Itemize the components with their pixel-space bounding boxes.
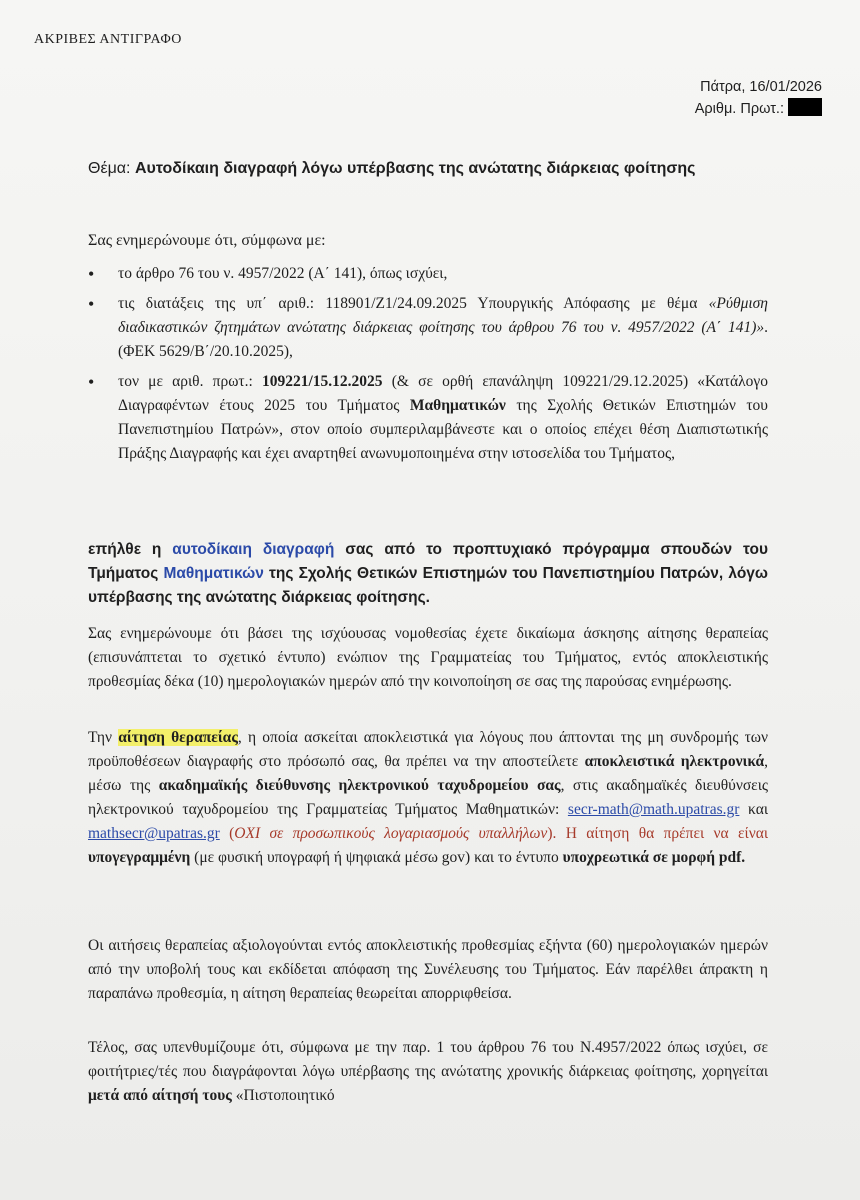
paragraph-text: και: [739, 801, 768, 818]
legal-basis-list: [88, 262, 768, 472]
statement-text: επήλθε η: [88, 541, 173, 558]
paragraph-text: ). Η αίτηση θα πρέπει να είναι: [547, 825, 768, 842]
bullet-text: . (ΦΕΚ 5629/Β΄/20.10.2025),: [118, 319, 768, 360]
bullet-text: της Σχολής Θετικών Επιστημών του Πανεπιστημίου Πατρών», στον οποίο συμπεριλαμβάνεστε και ο οποίος επέχει θέση Διαπιστωτικής Πράξης Διαγραφής και έχει αναρτηθεί ανωνυμοποιημένα στην ιστοσελίδα του Τμήματος,: [118, 397, 768, 462]
list-item: [88, 292, 768, 364]
certified-copy-mark: ΑΚΡΙΒΕΣ ΑΝΤΙΓΡΑΦΟ: [34, 32, 182, 47]
subject-text: Αυτοδίκαιη διαγραφή λόγω υπέρβασης της ανώτατης διάρκειας φοίτησης: [134, 160, 696, 177]
paragraph-text: Την: [88, 729, 119, 746]
document-meta: [695, 76, 822, 120]
paragraph-text: (: [219, 825, 235, 842]
warning-note: ΟΧΙ σε προσωπικούς λογαριασμούς υπαλλήλων: [234, 825, 548, 842]
subject-line: [88, 160, 788, 178]
email-link-secr-math[interactable]: secr-math@math.upatras.gr: [567, 801, 740, 818]
statement-text: σας από το προπτυχιακό πρόγραμμα σπουδών του Τμήματος: [88, 541, 768, 582]
evaluation-paragraph: Οι αιτήσεις θεραπείας αξιολογούνται εντός αποκλειστικής προθεσμίας εξήντα (60) ημερολογιακών ημερών από την υποβολή τους και εκδίδεται απόφαση της Συνέλευσης του Τμήματος. Εάν παρέλθει άπρακτη η παραπάνω προθεσμία, η αίτηση θεραπείας θεωρείται απορριφθείσα.: [88, 937, 768, 1002]
rectification-paragraph: Σας ενημερώνουμε ότι βάσει της ισχύουσας νομοθεσίας έχετε δικαίωμα άσκησης αίτησης θεραπείας (επισυνάπτεται το σχετικό έντυπο) ενώπιον της Γραμματείας του Τμήματος, εντός αποκλειστικής προθεσμίας δέκα (10) ημερολογιακών ημερών από την κοινοποίηση σε σας της παρούσας ενημέρωσης.: [88, 625, 768, 690]
deletion-term: αυτοδίκαιη διαγραφή: [172, 541, 335, 558]
list-item: [88, 370, 768, 466]
highlighted-term: αίτηση θεραπείας: [118, 729, 238, 746]
bullet-text: το άρθρο 76 του ν. 4957/2022 (Α΄ 141), όπως ισχύει,: [118, 265, 448, 282]
decision-title: «Ρύθμιση διαδικαστικών ζητημάτων ανώτατης διάρκειας φοίτησης του άρθρου 76 του ν. 4957/2022 (Α΄ 141)»: [118, 295, 768, 336]
subject-label: Θέμα:: [88, 160, 131, 177]
protocol-ref: 109221/15.12.2025: [262, 373, 383, 390]
deletion-statement: [88, 538, 768, 610]
submission-paragraph: [88, 726, 768, 870]
statement-text: της Σχολής Θετικών Επιστημών του Πανεπιστημίου Πατρών, λόγω υπέρβασης της ανώτατης διάρκειας φοίτησης.: [88, 565, 768, 606]
department-name: Μαθηματικών: [409, 397, 506, 414]
intro-text: Σας ενημερώνουμε ότι, σύμφωνα με:: [88, 232, 326, 249]
paragraph-bold: υπογεγραμμένη: [88, 849, 191, 866]
paragraph-text: , μέσω της: [88, 753, 769, 794]
protocol-number: [695, 98, 822, 120]
paragraph-text: (με φυσική υπογραφή ή ψηφιακά μέσω gov) και το έντυπο: [190, 849, 563, 866]
paragraph-bold: ακαδημαϊκής διεύθυνσης ηλεκτρονικού ταχυδρομείου σας: [158, 777, 561, 794]
paragraph-text: «Πιστοποιητικό: [231, 1087, 335, 1104]
list-item: [88, 262, 768, 286]
place-date: Πάτρα, 16/01/2026: [700, 79, 822, 95]
department-name: Μαθηματικών: [163, 565, 264, 582]
bullet-text: (& σε ορθή επανάληψη 109221/29.12.2025) «Κατάλογο Διαγραφέντων έτους 2025 του Τμήματος: [118, 373, 768, 414]
paragraph-text: , η οποία ασκείται αποκλειστικά για λόγους που άπτονται της μη συνδρομής των προϋποθέσεων διαγραφής στο πρόσωπό σας, θα πρέπει να την αποστείλετε: [88, 729, 769, 770]
bullet-text: τις διατάξεις της υπ΄ αριθ.: 118901/Ζ1/24.09.2025 Υπουργικής Απόφασης με θέμα: [118, 295, 709, 312]
bullet-text: τον με αριθ. πρωτ.:: [118, 373, 262, 390]
paragraph-text: , στις ακαδημαϊκές διευθύνσεις ηλεκτρονικού ταχυδρομείου της Γραμματείας Τμήματος Μαθηματικών:: [88, 777, 768, 818]
protocol-label: Αριθμ. Πρωτ.:: [694, 101, 784, 117]
paragraph-bold: μετά από αίτησή τους: [88, 1087, 232, 1104]
paragraph-text: Τέλος, σας υπενθυμίζουμε ότι, σύμφωνα με την παρ. 1 του άρθρου 76 του Ν.4957/2022 όπως ισχύει, σε φοιτήτριες/τές που διαγράφονται λόγω υπέρβασης της ανώτατης χρονικής διάρκειας φοίτησης, χορηγείται: [88, 1039, 768, 1080]
paragraph-bold: υποχρεωτικά σε μορφή pdf.: [562, 849, 746, 866]
closing-paragraph: [88, 1036, 768, 1108]
email-link-mathsecr[interactable]: mathsecr@upatras.gr: [88, 825, 220, 842]
redaction-block: [788, 98, 822, 116]
paragraph-bold: αποκλειστικά ηλεκτρονικά: [584, 753, 765, 770]
